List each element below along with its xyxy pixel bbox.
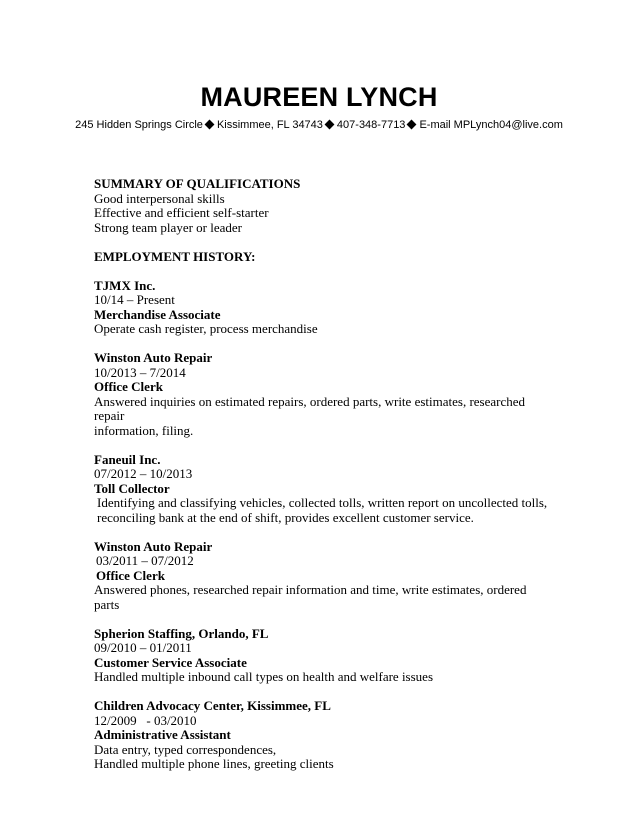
job-entry: [94, 699, 554, 772]
job-company: Children Advocacy Center, Kissimmee, FL: [94, 698, 331, 713]
job-description: information, filing.: [94, 422, 194, 438]
job-title: Office Clerk: [94, 379, 163, 394]
job-title: Toll Collector: [94, 480, 170, 496]
job-description: Operate cash register, process merchandise: [94, 321, 318, 336]
job-entry: [94, 540, 554, 613]
job-company: Faneuil Inc.: [94, 451, 161, 467]
job-company: Spherion Staffing, Orlando, FL: [94, 625, 269, 641]
summary-item: Effective and efficient self-starter: [94, 205, 269, 220]
contact-line: [0, 119, 638, 131]
diamond-bullet-icon: [204, 120, 214, 130]
resume-name: MAUREEN LYNCH: [200, 82, 438, 112]
phone: 407-348-7713: [336, 119, 406, 131]
job-entry: [94, 351, 554, 438]
job-title: Administrative Assistant: [94, 727, 231, 742]
job-entry: [94, 627, 554, 685]
job-entry: [94, 279, 554, 337]
employment-heading: EMPLOYMENT HISTORY:: [94, 248, 256, 264]
job-company: TJMX Inc.: [94, 277, 156, 293]
resume-content: [94, 177, 554, 772]
job-dates: 09/2010 – 01/2011: [94, 640, 192, 655]
diamond-bullet-icon: [324, 120, 334, 130]
job-dates: 07/2012 – 10/2013: [94, 466, 193, 481]
job-dates: 12/2009 - 03/2010: [94, 712, 197, 728]
job-description: Handled multiple inbound call types on health and welfare issues: [94, 669, 433, 684]
job-description: Identifying and classifying vehicles, collected tolls, written report on uncollected tolls,: [97, 495, 548, 510]
job-description: Answered phones, researched repair information and time, write estimates, ordered parts: [94, 582, 527, 612]
city: Kissimmee, FL 34743: [216, 119, 323, 131]
job-title: Office Clerk: [96, 567, 165, 583]
job-company: Winston Auto Repair: [94, 538, 213, 554]
job-dates: 10/14 – Present: [94, 292, 175, 307]
job-dates: 10/2013 – 7/2014: [94, 364, 186, 380]
job-entry: [94, 453, 554, 526]
email: E-mail MPLynch04@live.com: [419, 119, 563, 131]
job-title: Customer Service Associate: [94, 654, 247, 670]
summary-item: Strong team player or leader: [94, 219, 242, 235]
job-title: Merchandise Associate: [94, 306, 221, 322]
summary-heading: SUMMARY OF QUALIFICATIONS: [94, 176, 301, 191]
diamond-bullet-icon: [407, 120, 417, 130]
job-description: Data entry, typed correspondences,: [94, 741, 277, 757]
job-description: Answered inquiries on estimated repairs, ordered parts, write estimates, researched repair: [94, 393, 526, 423]
summary-item: Good interpersonal skills: [94, 190, 225, 206]
job-dates: 03/2011 – 07/2012: [96, 553, 194, 568]
job-company: Winston Auto Repair: [94, 350, 213, 365]
job-description: Handled multiple phone lines, greeting clients: [94, 756, 334, 771]
job-description: reconciling bank at the end of shift, provides excellent customer service.: [97, 509, 474, 525]
address: 245 Hidden Springs Circle: [75, 119, 203, 131]
